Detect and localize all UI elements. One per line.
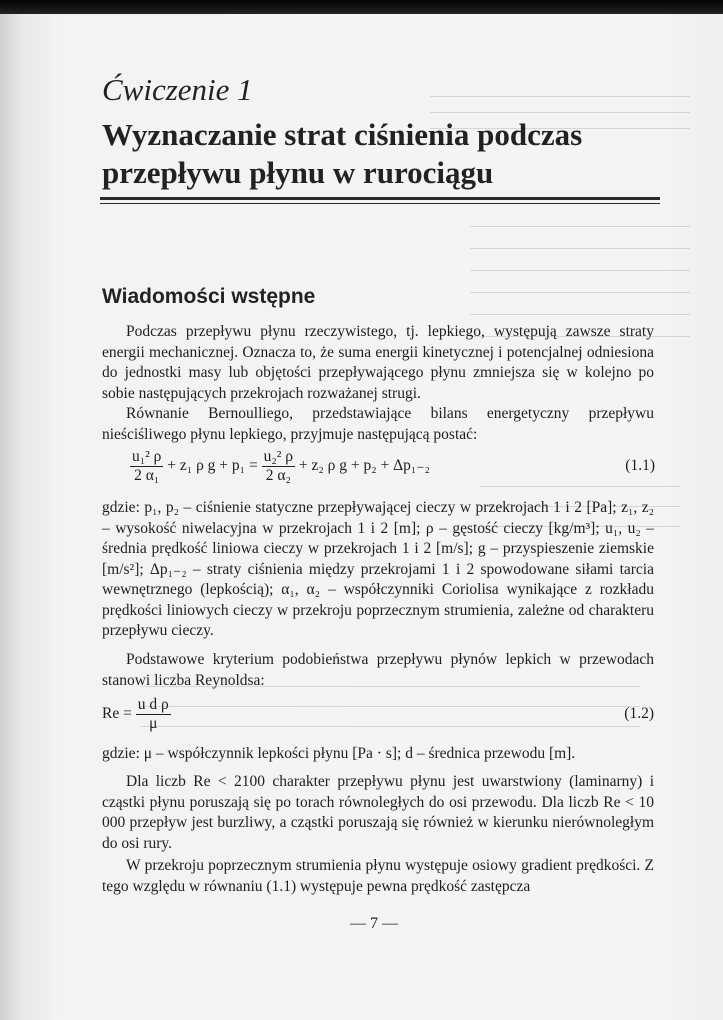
title-rule-thin bbox=[100, 203, 660, 204]
chapter-label: Ćwiczenie 1 bbox=[102, 72, 253, 107]
eq2-lhs: Re = bbox=[102, 705, 136, 722]
title-line-2: przepływu płynu w rurociągu bbox=[102, 155, 494, 190]
paragraph-intro: Podczas przepływu płynu rzeczywistego, tj. lepkiego, występują zawsze straty energii mechanicznej. Oznacza to, że suma energii kinetycznej i potencjalnej odniesiona do jednostki masy lub objętości przepływającego płynu zmniejsza się w kolejno po sobie następujących przekrojach rozważanej strugi. bbox=[102, 323, 654, 402]
equation-number-1-1: (1.1) bbox=[625, 457, 655, 474]
section-heading: Wiadomości wstępne bbox=[102, 285, 316, 308]
eq1-numerator-right: u₂² ρ bbox=[263, 447, 293, 465]
paragraph-viscosity: gdzie: μ – współczynnik lepkości płynu [Pa · s]; d – średnica przewodu [m]. bbox=[102, 745, 576, 762]
eq1-numerator-left: u₁² ρ bbox=[132, 447, 162, 465]
eq2-denominator: μ bbox=[149, 714, 158, 732]
eq1-denominator-left: 2 α₁ bbox=[134, 466, 160, 484]
equation-bernoulli bbox=[130, 446, 655, 486]
paragraph-bernoulli: Równanie Bernoulliego, przedstawiające bilans energetyczny przepływu nieściśliwego płynu lepkiego, przyjmuje następującą postać: bbox=[102, 405, 654, 443]
paragraph-velocity-gradient: W przekroju poprzecznym strumienia płynu występuje osiowy gradient prędkości. Z tego względu w równaniu (1.1) występuje pewna prędkość zastępcza bbox=[102, 857, 654, 895]
equation-reynolds bbox=[102, 694, 654, 734]
title-rule-thick bbox=[100, 197, 660, 200]
paragraph-reynolds-intro: Podstawowe kryterium podobieństwa przepływu płynów lepkich w przewodach stanowi liczba Reynoldsa: bbox=[102, 651, 654, 689]
eq1-fraction-left bbox=[130, 448, 163, 485]
paragraph-symbols: gdzie: p₁, p₂ – ciśnienie statyczne przepływającej cieczy w przekrojach 1 i 2 [Pa]; z₁, z₂ – wysokość niwelacyjna w przekrojach 1 i 2 [m]; ρ – gęstość cieczy [kg/m³]; u₁, u₂ – średnia prędkość liniowa cieczy w przekrojach 1 i 2 [m/s]; g – przyspieszenie ziemskie [m/s²]; Δp₁₋₂ – straty ciśnienia między przekrojami 1 i 2 spowodowane siłami tarcia wewnętrznego (lepkością); α₁, α₂ – współczynniki Coriolisa wynikające z rozkładu prędkości liniowych cieczy w przekroju poprzecznym strumienia, zależne od charakteru przepływu cieczy. bbox=[102, 499, 654, 639]
page-number: — 7 — bbox=[350, 915, 398, 932]
title-line-1: Wyznaczanie strat ciśnienia podczas bbox=[102, 117, 583, 152]
eq1-denominator-right: 2 α₂ bbox=[265, 466, 291, 484]
eq2-numerator: u d ρ bbox=[137, 695, 169, 713]
equation-number-1-2: (1.2) bbox=[624, 705, 654, 722]
eq1-tail-terms: + z₂ ρ g + p₂ + Δp₁₋₂ bbox=[295, 457, 430, 474]
eq1-middle-terms: + z₁ ρ g + p₁ = bbox=[163, 457, 262, 474]
paragraph-flow-regimes: Dla liczb Re < 2100 charakter przepływu płynu jest uwarstwiony (laminarny) i cząstki płynu poruszają się po torach równoległych do osi przewodu. Dla liczb Re < 10 000 przepływ jest burzliwy, a cząstki poruszają się również w kierunku nierównoległym do osi rury. bbox=[102, 773, 654, 852]
eq2-fraction bbox=[136, 696, 171, 733]
page-title bbox=[102, 116, 662, 192]
eq1-fraction-right bbox=[262, 448, 295, 485]
